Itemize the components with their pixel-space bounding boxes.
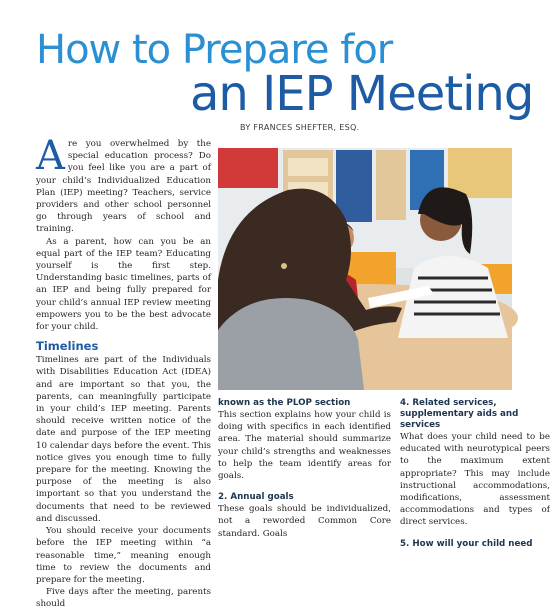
classroom-illustration	[218, 148, 512, 390]
paragraph: As a parent, how can you be an equal part of the IEP team? Educating yourself is the first step. Understanding basic timelines, parts of an IEP and being fully prepared for your child’s annual IEP review meeting empowers you to be the best advocate for your child.	[36, 236, 211, 333]
lead-paragraph	[36, 133, 211, 236]
drop-cap: A	[36, 133, 65, 179]
paragraph: This section explains how your child is doing with specifics in each identified area. The material should summarize your child’s strengths and weaknesses to help the team identify areas for goals.	[218, 410, 391, 482]
paragraph: What does your child need to be educated with neurotypical peers to the maximum extent appropriate? This may include instructional accommodations, modifications, assessment accommodations and types of direct services.	[400, 432, 550, 528]
paragraph: You should receive your documents before the IEP meeting within “a reasonable time,” meaning enough time to review the documents and prepare for the meeting.	[36, 526, 211, 585]
lead-text: re you overwhelmed by the special education process? Do you feel like you are a part of your child’s Individualized Education Plan (IEP) meeting? Teachers, service providers and other school personnel go through years of school and training.	[36, 139, 211, 235]
paragraph: These goals should be individualized, not a reworded Common Core standard. Goals	[218, 504, 391, 539]
article-column-1	[36, 133, 211, 611]
subheading-related-services: 4. Related services, supplementary aids and services	[400, 398, 519, 430]
paragraph: Timelines are part of the Individuals with Disabilities Education Act (IDEA) and are important so that you, the parents, can meaningfully participate in your child’s IEP meeting. Parents should receive written notice of the date and purpose of the IEP meeting 10 calendar days before the event. This notice gives you enough time to fully prepare for the meeting. Knowing the purpose of the meeting is also important so that you understand the documents that need to be reviewed and discussed.	[36, 355, 211, 524]
subheading-plop: known as the PLOP section	[218, 398, 351, 408]
article-column-2	[218, 398, 391, 540]
subheading-annual-goals: 2. Annual goals	[218, 492, 294, 503]
subheading-how-child-needs: 5. How will your child need	[400, 538, 533, 549]
section-heading-timelines: Timelines	[36, 339, 99, 354]
title-line-1: How to Prepare for	[36, 27, 393, 73]
paragraph: Five days after the meeting, parents should	[36, 587, 211, 610]
article-column-3	[400, 398, 550, 550]
title-line-2: an IEP Meeting	[190, 66, 534, 122]
byline: BY FRANCES SHEFTER, ESQ.	[240, 123, 360, 132]
article-photo	[218, 148, 512, 390]
